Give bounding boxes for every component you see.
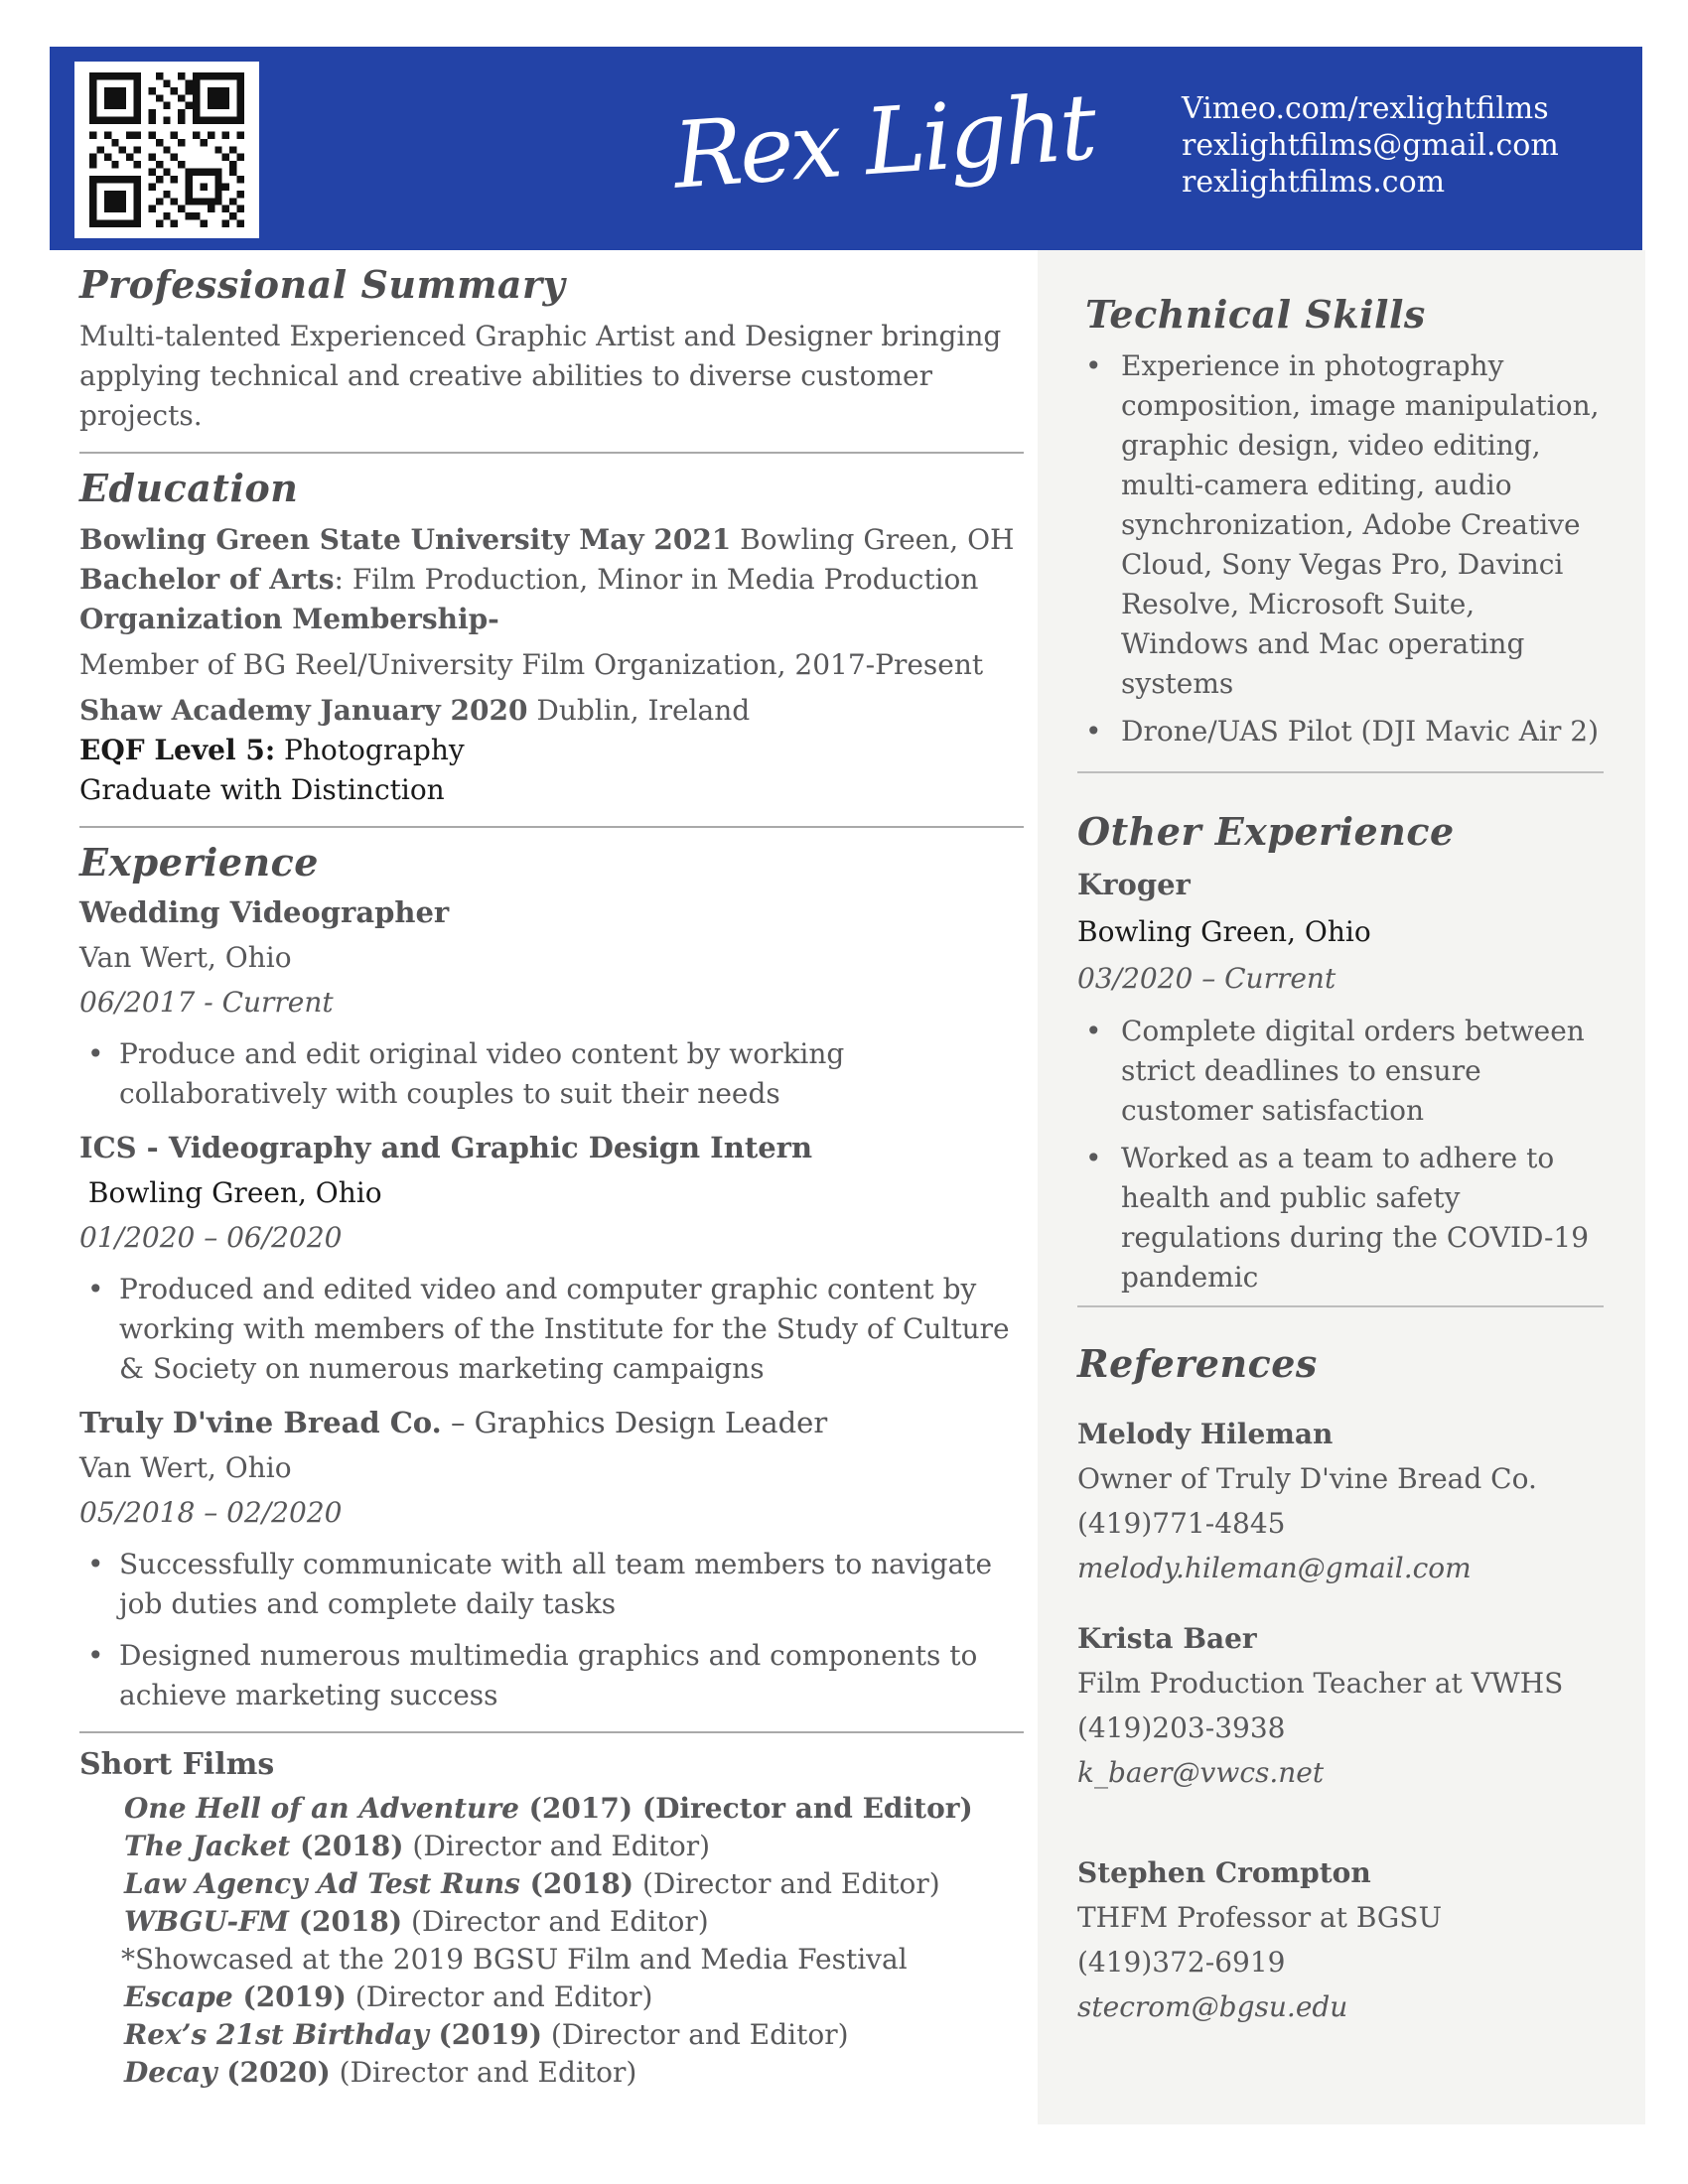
reference-name: Krista Baer [1077,1622,1257,1655]
job-location: Van Wert, Ohio [79,941,292,974]
other-experience-bullet: • Complete digital orders between strict deadlines to ensure customer satisfaction [1077,1012,1604,1131]
summary-title: Professional Summary [79,262,566,307]
other-experience-bullet: • Worked as a team to adhere to health and public safety regulations during the COVID-19 pandemic [1077,1139,1604,1297]
education-eqf-line: EQF Level 5: Photography [79,734,465,766]
job-bullet-list [79,1034,1024,1114]
job-bullet: • Designed numerous multimedia graphics and components to achieve marketing success [79,1636,1024,1715]
education-degree-line: Bachelor of Arts: Film Production, Minor in Media Production [79,563,979,596]
qr-code-icon [89,72,244,227]
job-location: Bowling Green, Ohio [79,1176,382,1209]
experience-title: Experience [79,840,319,885]
short-films-title: Short Films [79,1747,275,1782]
film-entry: WBGU-FM (2018) (Director and Editor) [124,1905,709,1938]
education-org-heading: Organization Membership- [79,603,499,635]
content-columns [0,250,1688,2124]
job-dates: 06/2017 - Current [79,986,334,1019]
divider [1077,1305,1604,1307]
job-bullet-list [79,1270,1024,1389]
reference-person [1077,1850,1604,2029]
job-location: Van Wert, Ohio [79,1451,292,1484]
education-shaw-line: Shaw Academy January 2020 Dublin, Ireland [79,694,751,727]
film-entry: Rex’s 21st Birthday (2019) (Director and Editor) [124,2018,849,2051]
technical-skills-title: Technical Skills [1085,292,1426,337]
divider [1077,771,1604,773]
reference-name: Stephen Crompton [1077,1856,1371,1889]
job-ics-intern [79,1126,1024,1389]
reference-person [1077,1616,1604,1795]
contact-website-link[interactable]: rexlightfilms.com [1182,165,1446,200]
contact-email-link[interactable]: rexlightfilms@gmail.com [1182,128,1559,163]
job-bullet: • Produced and edited video and computer graphic content by working with members of the Institute for the Study of Culture & Society on numerous marketing campaigns [79,1270,1024,1389]
education-org-detail: Member of BG Reel/University Film Organization, 2017-Present [79,648,984,681]
contact-block [1182,90,1559,201]
film-festival-note: *Showcased at the 2019 BGSU Film and Media Festival [121,1943,908,1976]
skill-bullet: • Drone/UAS Pilot (DJI Mavic Air 2) [1077,712,1604,751]
divider [79,826,1024,828]
job-bullet: • Successfully communicate with all team members to navigate job duties and complete daily tasks [79,1545,1024,1624]
reference-phone: (419)203-3938 [1077,1711,1286,1744]
reference-email-link[interactable]: k_baer@vwcs.net [1077,1756,1325,1789]
other-experience-location: Bowling Green, Ohio [1077,915,1371,948]
reference-email-link[interactable]: melody.hileman@gmail.com [1077,1552,1472,1584]
right-column [1038,250,1645,2124]
reference-role: Owner of Truly D'vine Bread Co. [1077,1462,1537,1495]
film-entry: Decay (2020) (Director and Editor) [124,2056,637,2089]
qr-code [74,62,259,238]
job-dates: 05/2018 – 02/2020 [79,1496,343,1529]
job-bullet: • Produce and edit original video content by working collaboratively with couples to suit their needs [79,1034,1024,1114]
job-title: Truly D'vine Bread Co. – Graphics Design Leader [79,1406,828,1439]
film-entry: One Hell of an Adventure (2017) (Director and Editor) [124,1792,973,1825]
reference-role: Film Production Teacher at VWHS [1077,1667,1564,1700]
brand-signature: Rex Light [669,73,1097,209]
reference-person [1077,1412,1604,1590]
left-column [0,250,1038,2092]
other-experience-company: Kroger [1077,868,1191,901]
education-title: Education [79,466,299,510]
reference-phone: (419)372-6919 [1077,1946,1286,1979]
header-banner [50,47,1642,250]
education-university-line: Bowling Green State University May 2021 Bowling Green, OH [79,523,1015,556]
reference-name: Melody Hileman [1077,1418,1334,1450]
reference-role: THFM Professor at BGSU [1077,1901,1443,1934]
references-title: References [1077,1341,1318,1386]
job-title: ICS - Videography and Graphic Design Intern [79,1131,813,1164]
film-entry: Law Agency Ad Test Runs (2018) (Director and Editor) [124,1867,940,1900]
other-experience-title: Other Experience [1077,809,1455,854]
other-experience-dates: 03/2020 – Current [1077,962,1336,995]
job-bullet-list [79,1545,1024,1715]
reference-phone: (419)771-4845 [1077,1507,1286,1540]
job-title: Wedding Videographer [79,895,450,929]
film-entry: The Jacket (2018) (Director and Editor) [124,1830,711,1862]
technical-skills-list [1077,346,1604,751]
other-experience-list [1077,1012,1604,1297]
contact-vimeo-link[interactable]: Vimeo.com/rexlightfilms [1182,91,1549,126]
film-entry: Escape (2019) (Director and Editor) [124,1980,653,2013]
job-dates: 01/2020 – 06/2020 [79,1221,343,1254]
divider [79,1731,1024,1733]
education-distinction: Graduate with Distinction [79,773,445,806]
summary-body: Multi-talented Experienced Graphic Artist and Designer bringing applying technical and creative abilities to diverse customer projects. [79,320,1002,432]
divider [79,452,1024,454]
skill-bullet: • Experience in photography composition, image manipulation, graphic design, video editing, multi-camera editing, audio synchronization, Adobe Creative Cloud, Sony Vegas Pro, Davinci Resolve, Microsoft Suite, Windows and Mac operating systems [1077,346,1604,704]
reference-email-link[interactable]: stecrom@bgsu.edu [1077,1990,1348,2023]
job-wedding-videographer [79,890,1024,1114]
job-truly-dvine [79,1401,1024,1715]
